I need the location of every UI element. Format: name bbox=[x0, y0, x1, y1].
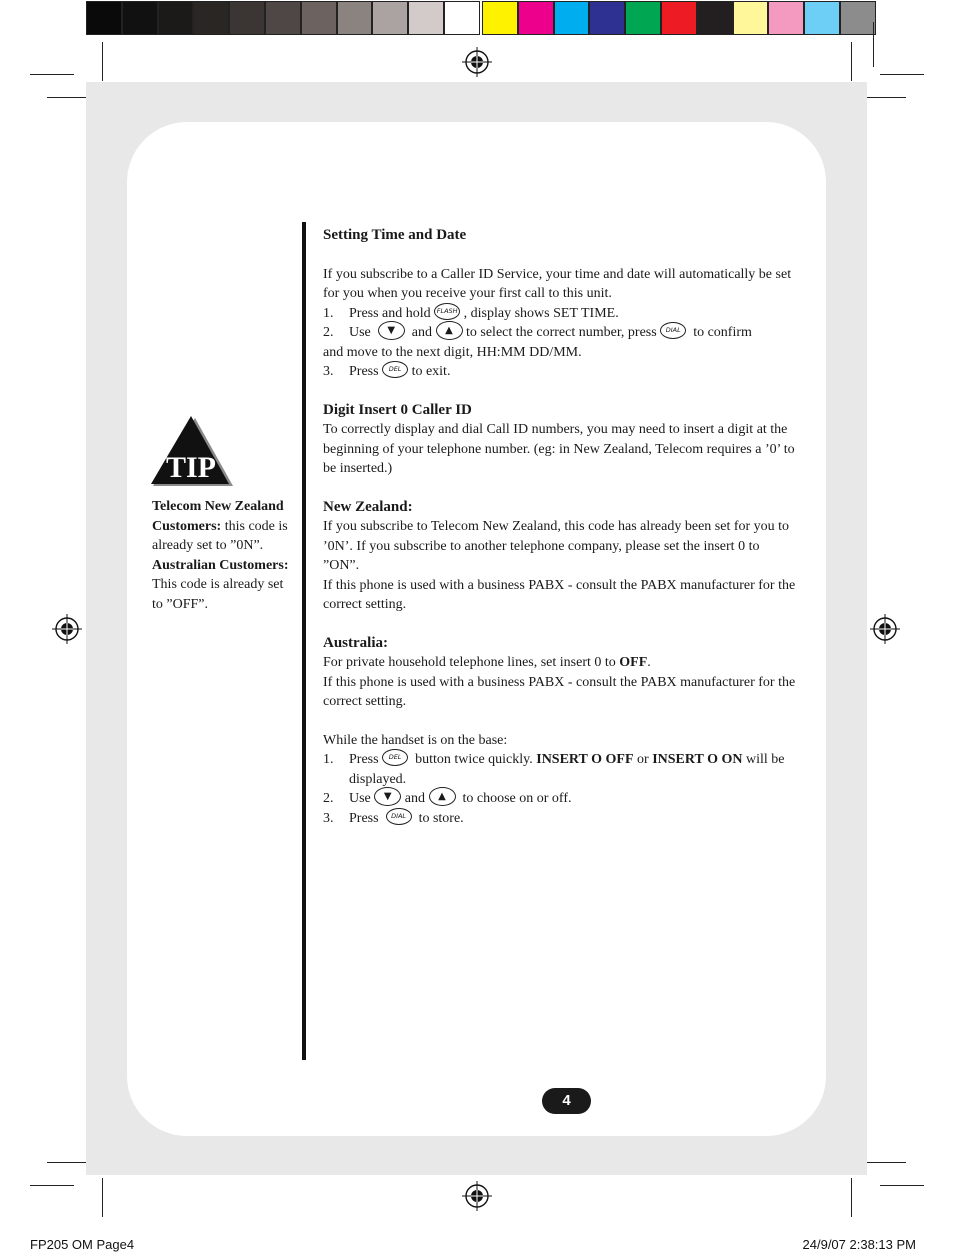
color-swatch bbox=[482, 1, 518, 35]
down-arrow-key-icon: ▼ bbox=[378, 321, 405, 340]
gray-swatch bbox=[158, 1, 194, 35]
gray-swatch bbox=[193, 1, 229, 35]
section-heading-digit-insert: Digit Insert 0 Caller ID bbox=[323, 401, 472, 418]
up-arrow-key-icon: ▲ bbox=[429, 787, 456, 806]
tip-au-label: Australian Customers: bbox=[152, 557, 289, 573]
new-zealand-text-1: If you subscribe to Telecom New Zealand, this code has already been set for you to ’0N’. If you subscribe to another telephone company, please set the insert 0 to ”ON”. bbox=[323, 519, 790, 573]
list-item: 2. Use ▼ and ▲ to choose on or off. bbox=[323, 789, 799, 809]
gray-swatch bbox=[122, 1, 158, 35]
time-date-step2-continued: and move to the next digit, HH:MM DD/MM. bbox=[323, 344, 582, 360]
australia-text-1: For private household telephone lines, set insert 0 to OFF. bbox=[323, 655, 651, 670]
flash-key-icon: FLASH bbox=[434, 303, 460, 320]
color-swatch bbox=[518, 1, 554, 35]
del-key-icon: DEL bbox=[382, 749, 408, 766]
section-heading-time-date: Setting Time and Date bbox=[323, 227, 467, 243]
registration-mark-left bbox=[52, 614, 82, 644]
up-arrow-key-icon: ▲ bbox=[436, 321, 463, 340]
australia-text-2: If this phone is used with a business PABX - consult the PABX manufacturer for the correct setting. bbox=[323, 674, 796, 709]
svg-text:TIP: TIP bbox=[165, 451, 217, 484]
registration-mark-bottom bbox=[462, 1181, 492, 1211]
new-zealand-text-2: If this phone is used with a business PABX - consult the PABX manufacturer for the correct setting. bbox=[323, 577, 796, 612]
list-item: 3. Press DEL to exit. bbox=[323, 362, 799, 382]
color-swatch bbox=[840, 1, 876, 35]
registration-mark-top bbox=[462, 47, 492, 77]
registration-mark-right bbox=[870, 614, 900, 644]
list-item: 2. Use ▼ and ▲ to select the correct number, press DIAL to confirm bbox=[323, 323, 799, 343]
gray-swatch bbox=[86, 1, 122, 35]
tip-nz-label: Telecom New Zealand Customers: bbox=[152, 499, 284, 534]
color-swatch bbox=[768, 1, 804, 35]
color-swatch bbox=[697, 1, 733, 35]
tip-au-text: This code is already set to ”OFF”. bbox=[152, 577, 284, 612]
digit-insert-text: To correctly display and dial Call ID numbers, you may need to insert a digit at the beginning of your telephone number. (eg: in New Zealand, Telecom requires a ’0’ to be inserted.) bbox=[323, 422, 795, 476]
tip-nz-text: this code is already set to ”0N”. bbox=[152, 518, 288, 553]
footer-slug-left: FP205 OM Page4 bbox=[30, 1237, 135, 1252]
handset-intro: While the handset is on the base: bbox=[323, 732, 508, 748]
list-item: 1. Press and hold FLASH , display shows SET TIME. bbox=[323, 304, 799, 324]
page-number: 4 bbox=[542, 1088, 591, 1114]
color-swatch bbox=[589, 1, 625, 35]
tip-note bbox=[152, 497, 297, 614]
footer-slug-right: 24/9/07 2:38:13 PM bbox=[802, 1237, 916, 1252]
gray-swatch bbox=[301, 1, 337, 35]
gray-swatch bbox=[444, 1, 480, 35]
del-key-icon: DEL bbox=[382, 361, 408, 378]
gray-swatch bbox=[337, 1, 373, 35]
time-date-intro: If you subscribe to a Caller ID Service, your time and date will automatically be set for you when you receive your first call to this unit. bbox=[323, 266, 792, 301]
main-content bbox=[323, 226, 799, 828]
color-swatch bbox=[804, 1, 840, 35]
down-arrow-key-icon: ▼ bbox=[374, 787, 401, 806]
list-item: 3. Press DIAL to store. bbox=[323, 809, 799, 829]
vertical-divider bbox=[302, 222, 306, 1060]
color-swatch bbox=[625, 1, 661, 35]
gray-swatch bbox=[408, 1, 444, 35]
dial-key-icon: DIAL bbox=[660, 322, 686, 339]
color-swatch bbox=[661, 1, 697, 35]
list-item: 1. Press DEL button twice quickly. INSERT O OFF or INSERT O ON will be displayed. bbox=[323, 750, 799, 789]
dial-key-icon: DIAL bbox=[386, 808, 412, 825]
section-heading-new-zealand: New Zealand: bbox=[323, 498, 413, 515]
gray-swatch bbox=[265, 1, 301, 35]
tip-icon bbox=[147, 414, 235, 488]
gray-swatch bbox=[229, 1, 265, 35]
color-swatch bbox=[554, 1, 590, 35]
section-heading-australia: Australia: bbox=[323, 634, 388, 651]
color-swatch bbox=[733, 1, 769, 35]
gray-swatch bbox=[372, 1, 408, 35]
